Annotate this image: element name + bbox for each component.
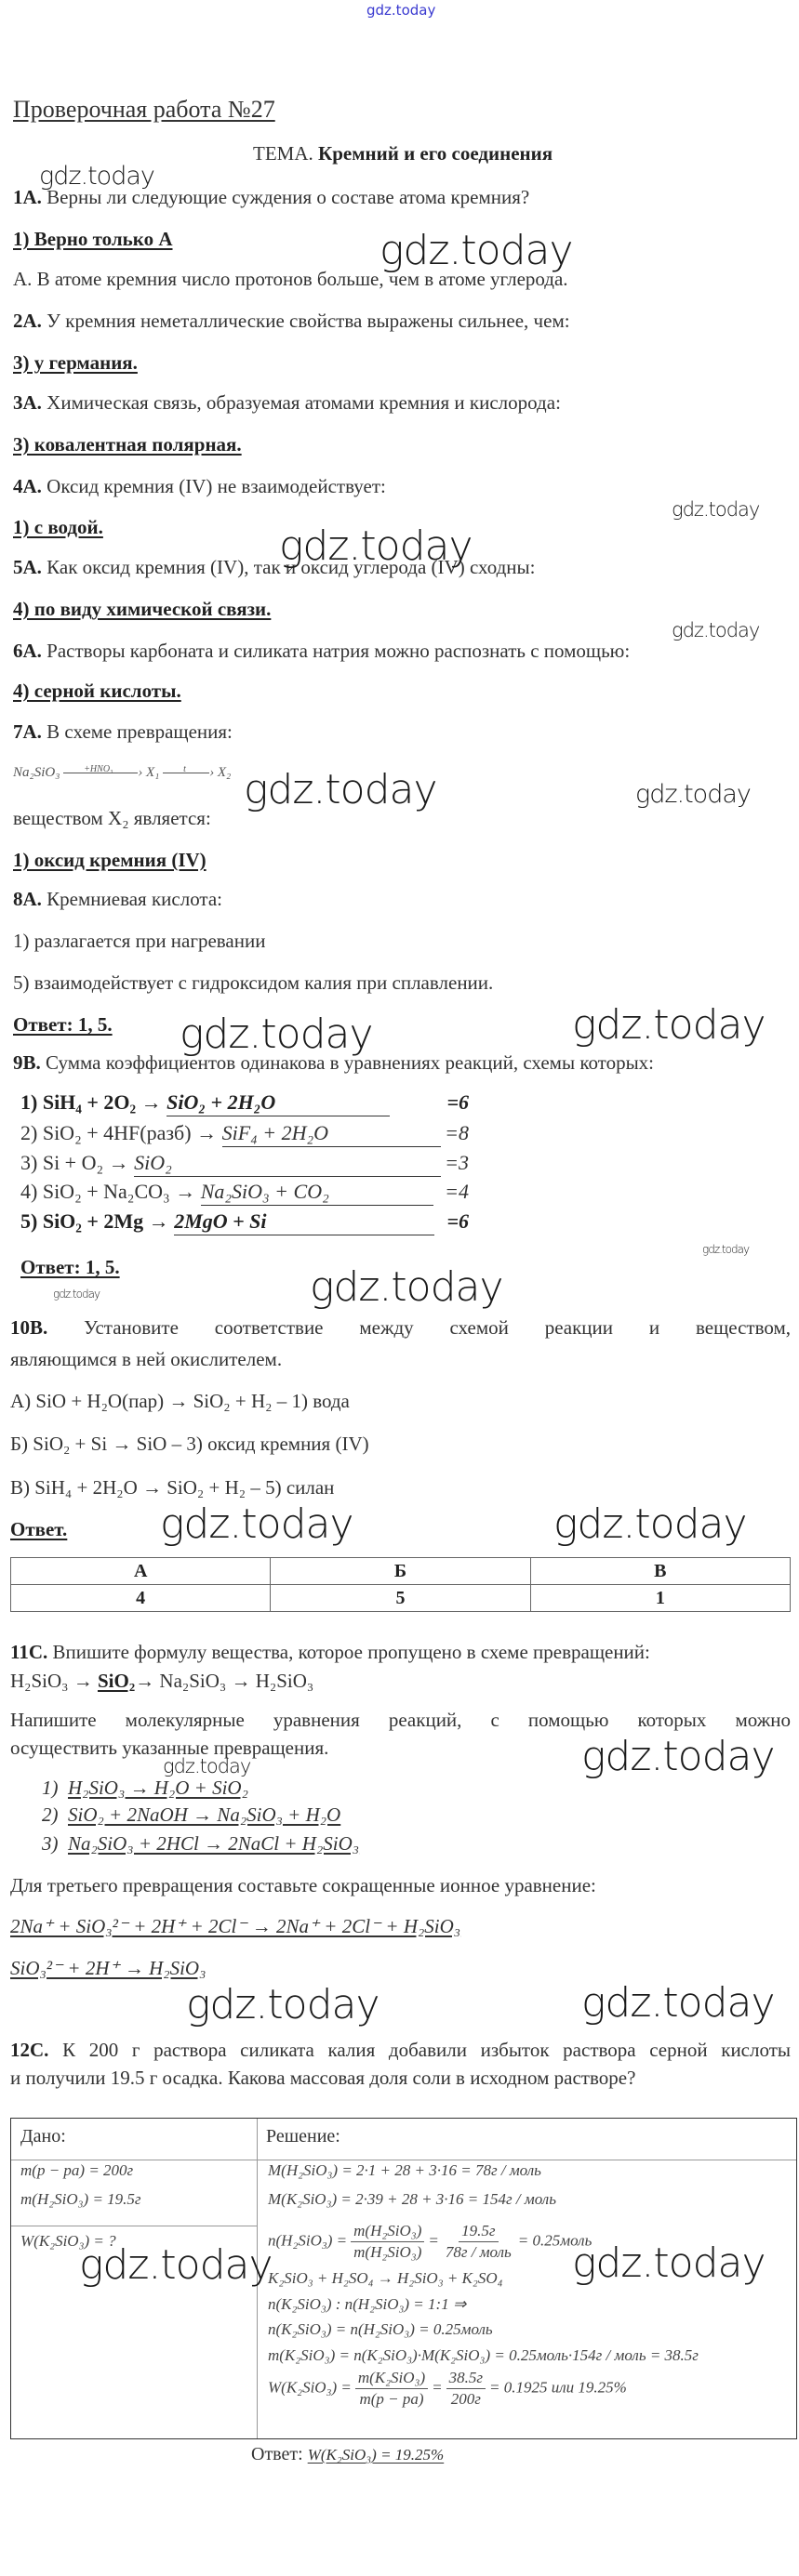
chain-answer: SiO₂ [98, 1670, 136, 1692]
question-text: В схеме превращения: [47, 720, 233, 743]
numerator: m(H₂SiO₃) [351, 2221, 424, 2242]
topic-heading [253, 141, 553, 165]
equation [20, 1150, 469, 1177]
table-header: Б [271, 1558, 530, 1585]
task-line: Напишите молекулярные уравнения реакций, с помощью которых можно [10, 1709, 791, 1731]
question-text: Впишите формулу вещества, которое пропущено в схеме превращений: [52, 1641, 650, 1663]
equation-lhs: SiO₂ + Na₂CO₃ → [42, 1180, 196, 1203]
equation-lhs: SiO₂ + 4HF(разб) → [42, 1121, 218, 1144]
chain-part: → Na₂SiO₃ → H₂SiO₃ [135, 1670, 314, 1692]
question-8 [13, 887, 222, 911]
solution-step: n(K₂SiO₃) = n(H₂SiO₃) = 0.25моль [268, 2320, 493, 2338]
equation [20, 1179, 469, 1206]
question-text: Оксид кремния (IV) не взаимодействует: [47, 475, 386, 497]
table-cell: 5 [271, 1585, 530, 1612]
chain-part: H₂SiO₃ → [10, 1670, 93, 1692]
match-item: В) SiH₄ + 2H₂O → SiO₂ + H₂ – 5) силан [10, 1476, 335, 1499]
watermark: gdz.today [310, 1263, 503, 1311]
equation-lhs: SiO₂ + 2Mg → [42, 1209, 169, 1233]
given-header: Дано: [20, 2126, 66, 2147]
watermark: gdz.today [572, 1001, 766, 1049]
watermark: gdz.today [186, 1981, 380, 2028]
question-2 [13, 309, 570, 333]
question-number: 12С. [10, 2039, 49, 2061]
question-6 [13, 639, 630, 663]
question-text: Растворы карбоната и силиката натрия можно распознать с помощью: [47, 640, 631, 662]
answer-2: 3) у германия. [13, 351, 138, 374]
formula-result: = 0.25моль [517, 2231, 593, 2250]
solution-step: n(H₂SiO₃) = $\frac{\text{m(H₂SiO₃)}}{\text{m(H₂SiO₃)}}$ = $\frac{19.5г}{\text{78г / моль}}$ = 0.25моль [268, 2222, 593, 2261]
question-number: 2А. [13, 310, 42, 332]
equation [20, 1120, 469, 1147]
equation-number: 1) [20, 1090, 38, 1114]
denominator: m(H₂SiO₃) [353, 2243, 422, 2261]
question-text: К 200 г раствора силиката калия добавили избыток раствора серной кислоты [62, 2039, 791, 2061]
question-7-ask: веществом X₂ является: [13, 807, 211, 829]
watermark: gdz.today [39, 162, 154, 191]
question-text: Кремниевая кислота: [47, 888, 223, 910]
question-number: 1А. [13, 186, 42, 208]
numerator: m(K₂SiO₃) [355, 2368, 428, 2389]
transformation-scheme: Na₂SiO₃ +HNO₃ › X₁ t › X₂ [13, 760, 231, 785]
question-number: 10В. [10, 1316, 48, 1339]
watermark: gdz.today [672, 498, 760, 521]
ionic-task: Для третьего превращения составьте сокращенные ионное уравнение: [10, 1874, 596, 1896]
equation-number: 4) [20, 1180, 38, 1203]
watermark: gdz.today [244, 766, 437, 813]
denominator: 78г / моль [445, 2243, 512, 2261]
answer-7: 1) оксид кремния (IV) [13, 849, 206, 871]
scheme-x1: X₁ [145, 765, 160, 780]
solution-step: M(H₂SiO₃) = 2·1 + 28 + 3·16 = 78г / моль [268, 2161, 541, 2179]
reaction-equation: Na₂SiO₃ + 2HCl → 2NaCl + H₂SiO₃ [68, 1832, 360, 1855]
denominator: m(p − pa) [359, 2390, 424, 2408]
question-text: Химическая связь, образуемая атомами кремния и кислорода: [47, 391, 561, 414]
numerator: 19.5г [459, 2221, 498, 2242]
answer-table-10 [10, 1557, 791, 1612]
match-item: Б) SiO₂ + Si → SiO – 3) оксид кремния (IV) [10, 1433, 369, 1455]
question-7 [13, 720, 233, 744]
coefficient-sum: =4 [445, 1180, 469, 1203]
page-title: Проверочная работа №27 [13, 96, 275, 123]
fraction [351, 2221, 424, 2263]
equation-rhs: SiO₂ + 2H₂O [166, 1090, 390, 1116]
question-text: У кремния неметаллические свойства выражены сильнее, чем: [47, 310, 570, 332]
watermark: gdz.today [581, 1733, 775, 1780]
equation-lhs: SiH₄ + 2O₂ → [42, 1090, 162, 1114]
ionic-short-equation: SiO₃²⁻ + 2H⁺ → H₂SiO₃ [10, 1957, 206, 1979]
arrow-2-label: t [183, 764, 186, 775]
question-number: 4А. [13, 475, 42, 497]
answer-9: Ответ: 1, 5. [20, 1256, 120, 1278]
question-number: 6А. [13, 640, 42, 662]
watermark: gdz.today [160, 1500, 353, 1548]
numerator: 38.5г [446, 2368, 486, 2389]
equation-rhs: Na₂SiO₃ + CO₂ [201, 1179, 433, 1206]
fraction [446, 2368, 486, 2410]
answer-3: 3) ковалентная полярная. [13, 433, 242, 456]
reaction [42, 1776, 248, 1800]
fraction [443, 2221, 514, 2263]
question-text: Верны ли следующие суждения о составе атома кремния? [47, 186, 530, 208]
question-number: 5А. [13, 556, 42, 578]
watermark: gdz.today [163, 1755, 251, 1777]
reaction-equation: H₂SiO₃ → H₂O + SiO₂ [68, 1777, 248, 1799]
reaction-number: 2) [42, 1803, 59, 1826]
answer-6: 4) серной кислоты. [13, 680, 181, 702]
coefficient-sum: =6 [446, 1209, 469, 1233]
reaction-number: 1) [42, 1777, 59, 1799]
ionic-full-equation: 2Na⁺ + SiO₃²⁻ + 2H⁺ + 2Cl⁻ → 2Na⁺ + 2Cl⁻ + H₂SiO₃ [10, 1915, 461, 1937]
table-header: А [11, 1558, 271, 1585]
topic-label: ТЕМА. [253, 142, 313, 165]
watermark: gdz.today [180, 1011, 373, 1058]
scheme-x2: X₂ [217, 765, 232, 780]
watermark: gdz.today [572, 2239, 766, 2287]
option: 5) взаимодействует с гидроксидом калия при сплавлении. [13, 971, 494, 994]
equation-rhs: 2MgO + Si [174, 1209, 434, 1235]
solution-step: K₂SiO₃ + H₂SO₄ → H₂SiO₃ + K₂SO₄ [268, 2269, 503, 2287]
equation-lhs: Si + O₂ → [42, 1151, 129, 1174]
reaction-equation: SiO₂ + 2NaOH → Na₂SiO₃ + H₂O [68, 1803, 341, 1826]
answer-label-10: Ответ. [10, 1518, 68, 1540]
equation [20, 1209, 469, 1235]
solution-step: n(K₂SiO₃) : n(H₂SiO₃) = 1:1 ⇒ [268, 2295, 467, 2313]
question-text: Установите соответствие между схемой реакции и веществом, [84, 1316, 791, 1339]
question-4 [13, 474, 386, 498]
given-item: m(H₂SiO₃) = 19.5г [20, 2190, 141, 2208]
equation-number: 3) [20, 1151, 38, 1174]
solution-step: M(K₂SiO₃) = 2·39 + 28 + 3·16 = 154г / моль [268, 2190, 556, 2208]
option: 1) разлагается при нагревании [13, 930, 266, 952]
scheme-start: Na₂SiO₃ [13, 765, 60, 780]
formula-result: = 0.1925 или 19.25% [489, 2378, 627, 2397]
denominator: 200г [450, 2390, 481, 2408]
answer-8: Ответ: 1, 5. [13, 1013, 113, 1036]
equation-rhs: SiF₄ + 2H₂O [222, 1120, 441, 1147]
arrow-1-label: +HNO₃ [84, 764, 113, 775]
question-number: 8А. [13, 888, 42, 910]
answer-4: 1) с водой. [13, 516, 103, 538]
formula-lhs: n(H₂SiO₃) = [268, 2231, 348, 2250]
watermark: gdz.today [581, 1979, 775, 2027]
coefficient-sum: =6 [446, 1090, 469, 1114]
watermark: gdz.today [79, 2241, 273, 2289]
question-number: 3А. [13, 391, 42, 414]
reaction [42, 1803, 340, 1827]
table-row [11, 1585, 791, 1612]
question-11 [10, 1640, 650, 1664]
watermark: gdz.today [635, 780, 751, 809]
watermark: gdz.today [53, 1288, 100, 1301]
watermark: gdz.today [672, 619, 760, 641]
statement-a: А. В атоме кремния число протонов больше, чем в атоме углерода. [13, 268, 568, 290]
watermark: gdz.today [702, 1243, 750, 1256]
equation-rhs: SiO₂ [134, 1150, 441, 1177]
question-number: 7А. [13, 720, 42, 743]
match-item: А) SiO + H₂O(пар) → SiO₂ + H₂ – 1) вода [10, 1390, 350, 1412]
question-number: 11С. [10, 1641, 48, 1663]
solution-header: Решение: [266, 2126, 340, 2147]
equation-number: 5) [20, 1209, 38, 1233]
answer-5: 4) по виду химической связи. [13, 598, 272, 620]
equation-number: 2) [20, 1121, 38, 1144]
question-number: 9В. [13, 1051, 41, 1074]
find-item: W(K₂SiO₃) = ? [20, 2232, 116, 2250]
solution-step: m(K₂SiO₃) = n(K₂SiO₃)·M(K₂SiO₃) = 0.25моль·154г / моль = 38.5г [268, 2346, 699, 2364]
reaction-number: 3) [42, 1832, 59, 1855]
question-12 [10, 2038, 791, 2062]
question-text: Как оксид кремния (IV), так и оксид углерода (IV) сходны: [47, 556, 536, 578]
transformation-chain [10, 1669, 313, 1693]
question-10 [10, 1315, 791, 1340]
answer-label: Ответ: [251, 2444, 303, 2464]
final-answer [251, 2442, 444, 2467]
watermark: gdz.today [553, 1500, 747, 1548]
coefficient-sum: =3 [445, 1151, 469, 1174]
formula-lhs: W(K₂SiO₃) = [268, 2378, 352, 2397]
task-line: осуществить указанные превращения. [10, 1737, 329, 1759]
given-item: m(p − pa) = 200г [20, 2161, 134, 2179]
table-cell: 4 [11, 1585, 271, 1612]
topic-text: Кремний и его соединения [318, 142, 553, 165]
question-10-cont: являющимся в ней окислителем. [10, 1348, 283, 1370]
fraction [355, 2368, 428, 2410]
question-12-cont: и получили 19.5 г осадка. Какова массовая доля соли в исходном растворе? [10, 2067, 636, 2089]
question-text: Сумма коэффициентов одинакова в уравнениях реакций, схемы которых: [46, 1051, 655, 1074]
watermark: gdz.today [279, 522, 473, 570]
table-header-row [11, 1558, 791, 1585]
answer-1: 1) Верно только А [13, 228, 173, 250]
table-header: В [530, 1558, 790, 1585]
watermark: gdz.today [380, 227, 573, 274]
question-3 [13, 390, 561, 415]
table-cell: 1 [530, 1585, 790, 1612]
coefficient-sum: =8 [445, 1121, 469, 1144]
equation [20, 1090, 469, 1116]
site-logo[interactable]: gdz.today [366, 2, 436, 19]
solution-step: W(K₂SiO₃) = $\frac{\text{m(K₂SiO₃)}}{m(p - pa)}$ = $\frac{38.5г}{200г}$ = 0.1925 или 19.25% [268, 2369, 627, 2408]
answer-value: W(K₂SiO₃) = 19.25% [307, 2446, 445, 2464]
reaction [42, 1831, 359, 1856]
